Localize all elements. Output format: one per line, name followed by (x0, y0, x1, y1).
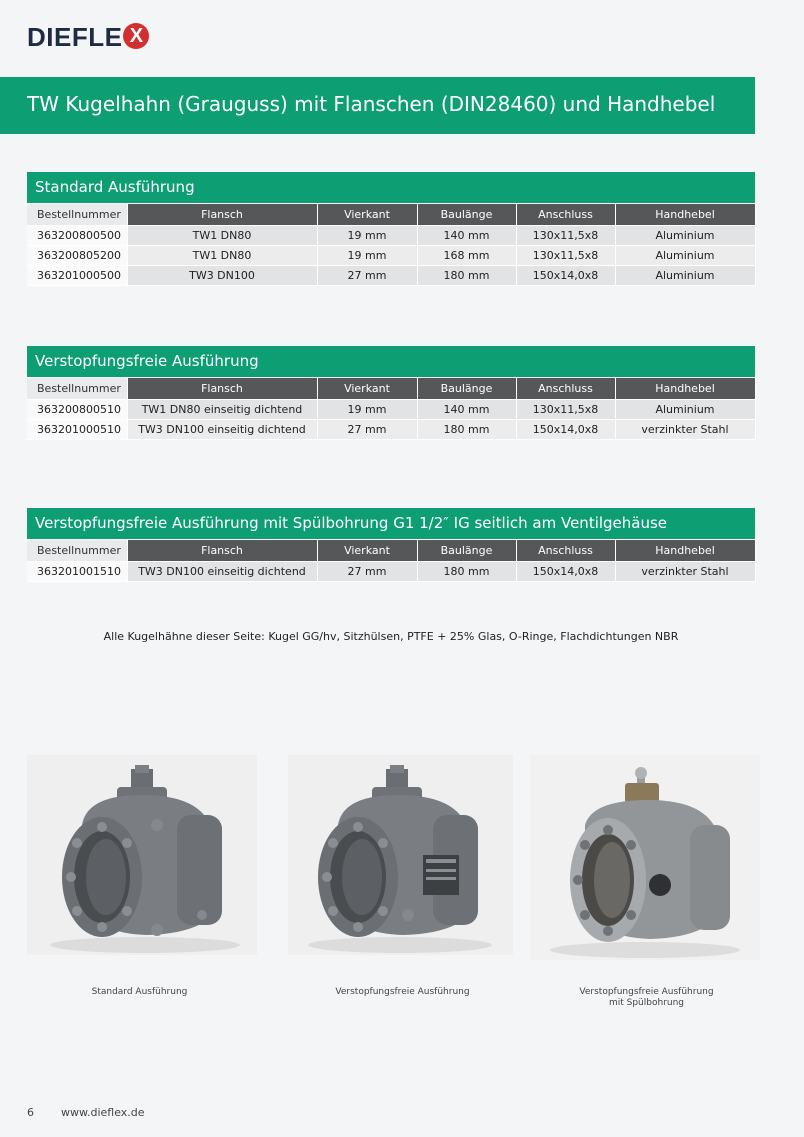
cell-connection: 130x11,5x8 (516, 246, 615, 266)
section-standard (27, 172, 755, 286)
cell-square: 27 mm (317, 420, 417, 440)
cell-flange: TW1 DN80 (127, 246, 317, 266)
table-row (27, 400, 755, 420)
title-bar (0, 77, 755, 134)
column-header: Bestellnummer (27, 378, 127, 400)
caption-line: Verstopfungsfreie Ausführung (579, 987, 714, 997)
column-header: Handhebel (615, 378, 755, 400)
column-header: Handhebel (615, 540, 755, 562)
caption-line: Standard Ausführung (91, 987, 188, 997)
cell-flange: TW3 DN100 einseitig dichtend (127, 562, 317, 582)
cell-length: 180 mm (417, 420, 516, 440)
cell-lever: verzinkter Stahl (615, 420, 755, 440)
cell-square: 27 mm (317, 266, 417, 286)
cell-flange: TW3 DN100 (127, 266, 317, 286)
column-header: Baulänge (417, 204, 516, 226)
cell-length: 180 mm (417, 562, 516, 582)
caption-clog-free (290, 987, 515, 998)
section-clog-free-flush (27, 508, 755, 582)
column-header: Bestellnummer (27, 540, 127, 562)
cell-order-number: 363200800500 (27, 226, 127, 246)
cell-square: 19 mm (317, 246, 417, 266)
valve-photo-flush-bore (530, 755, 760, 960)
cell-lever: Aluminium (615, 246, 755, 266)
cell-lever: Aluminium (615, 266, 755, 286)
product-table (27, 539, 756, 582)
caption-line: mit Spülbohrung (608, 998, 685, 1008)
table-row (27, 562, 755, 582)
cell-length: 140 mm (417, 400, 516, 420)
cell-flange: TW1 DN80 einseitig dichtend (127, 400, 317, 420)
column-header: Vierkant (317, 540, 417, 562)
logo-text: DIEFLE (27, 21, 123, 52)
page-title: TW Kugelhahn (Grauguss) mit Flanschen (DIN28460) und Handhebel (27, 92, 716, 116)
cell-lever: Aluminium (615, 226, 755, 246)
cell-connection: 130x11,5x8 (516, 226, 615, 246)
cell-lever: verzinkter Stahl (615, 562, 755, 582)
caption-flush-bore (534, 987, 759, 1009)
column-header: Bestellnummer (27, 204, 127, 226)
caption-standard (27, 987, 252, 998)
cell-flange: TW1 DN80 (127, 226, 317, 246)
table-row (27, 266, 755, 286)
column-header: Anschluss (516, 378, 615, 400)
table-row (27, 226, 755, 246)
column-header: Baulänge (417, 378, 516, 400)
column-header: Baulänge (417, 540, 516, 562)
column-header: Vierkant (317, 378, 417, 400)
logo-x-badge: X (123, 23, 149, 49)
cell-length: 140 mm (417, 226, 516, 246)
column-header: Handhebel (615, 204, 755, 226)
cell-connection: 150x14,0x8 (516, 420, 615, 440)
section-heading: Verstopfungsfreie Ausführung mit Spülbohrung G1 1/2″ IG seitlich am Ventilgehäuse (27, 508, 755, 539)
cell-connection: 130x11,5x8 (516, 400, 615, 420)
cell-order-number: 363200800510 (27, 400, 127, 420)
website-link[interactable]: www.dieflex.de (61, 1106, 145, 1119)
material-note: Alle Kugelhähne dieser Seite: Kugel GG/hv, Sitzhülsen, PTFE + 25% Glas, O-Ringe, Flachdichtungen NBR (103, 630, 679, 643)
column-header: Anschluss (516, 540, 615, 562)
section-clog-free (27, 346, 755, 440)
column-header: Flansch (127, 540, 317, 562)
table-row (27, 246, 755, 266)
section-heading: Standard Ausführung (27, 172, 755, 203)
cell-order-number: 363200805200 (27, 246, 127, 266)
table-header-row (27, 540, 755, 562)
section-heading: Verstopfungsfreie Ausführung (27, 346, 755, 377)
table-row (27, 420, 755, 440)
column-header: Flansch (127, 204, 317, 226)
product-table (27, 203, 756, 286)
cell-connection: 150x14,0x8 (516, 562, 615, 582)
cell-square: 19 mm (317, 226, 417, 246)
column-header: Flansch (127, 378, 317, 400)
cell-length: 180 mm (417, 266, 516, 286)
product-table (27, 377, 756, 440)
cell-order-number: 363201000500 (27, 266, 127, 286)
valve-photo-standard (27, 755, 257, 955)
cell-order-number: 363201000510 (27, 420, 127, 440)
dieflex-logo (27, 22, 149, 52)
cell-order-number: 363201001510 (27, 562, 127, 582)
table-header-row (27, 204, 755, 226)
cell-lever: Aluminium (615, 400, 755, 420)
page-number: 6 (27, 1106, 34, 1119)
table-header-row (27, 378, 755, 400)
cell-square: 19 mm (317, 400, 417, 420)
cell-square: 27 mm (317, 562, 417, 582)
column-header: Anschluss (516, 204, 615, 226)
cell-length: 168 mm (417, 246, 516, 266)
cell-connection: 150x14,0x8 (516, 266, 615, 286)
cell-flange: TW3 DN100 einseitig dichtend (127, 420, 317, 440)
valve-photo-clog-free (288, 755, 513, 955)
column-header: Vierkant (317, 204, 417, 226)
caption-line: Verstopfungsfreie Ausführung (335, 987, 470, 997)
